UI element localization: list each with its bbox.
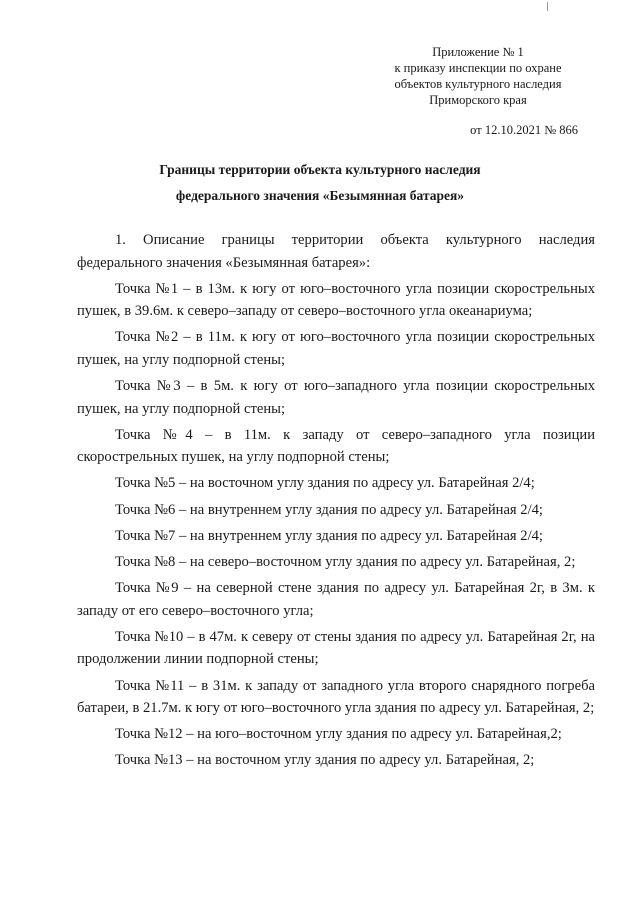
appendix-header [378, 44, 578, 108]
boundary-point-10: Точка №10 – в 47м. к северу от стены здания по адресу ул. Батарейная 2г, на продолжении линии подпорной стены; [77, 628, 595, 668]
boundary-point-11: Точка №11 – в 31м. к западу от западного угла второго снарядного погреба батареи, в 21.7м. к югу от юго–восточного угла здания по адресу ул. Батарейная, 2; [77, 677, 595, 717]
scan-mark [547, 2, 548, 11]
boundary-point-1: Точка №1 – в 13м. к югу от юго–восточного угла позиции скорострельных пушек, в 39.6м. к северо–западу от северо–восточного угла океанариума; [77, 280, 595, 320]
boundary-point-3: Точка №3 – в 5м. к югу от юго–западного угла позиции скорострельных пушек, на углу подпорной стены; [77, 378, 595, 417]
order-date: от 12.10.2021 № 866 [470, 123, 578, 137]
section-intro-paragraph: 1. Описание границы территории объекта культурного наследия федерального значения «Безымянная батарея»: [77, 232, 595, 271]
boundary-point-4: Точка №4 – в 11м. к западу от северо–западного угла позиции скорострельных пушек, на углу подпорной стены; [77, 426, 595, 466]
boundary-point-8: Точка №8 – на северо–восточном углу здания по адресу ул. Батарейная, 2; [115, 554, 576, 570]
boundary-point-9: Точка №9 – на северной стене здания по адресу ул. Батарейная 2г, в 3м. к западу от его северо–восточного угла; [77, 580, 595, 619]
title-line-1: Границы территории объекта культурного наследия [159, 162, 481, 177]
document-title [60, 157, 580, 209]
boundary-point-5: Точка №5 – на восточном углу здания по адресу ул. Батарейная 2/4; [115, 475, 535, 492]
appendix-line: объектов культурного наследия [394, 77, 562, 91]
title-line-2: федерального значения «Безымянная батарея» [175, 188, 465, 203]
document-body [77, 229, 595, 776]
appendix-line: к приказу инспекции по охране [394, 61, 562, 75]
boundary-point-6: Точка №6 – на внутреннем углу здания по адресу ул. Батарейная 2/4; [115, 501, 543, 518]
boundary-point-7: Точка №7 – на внутреннем углу здания по адресу ул. Батарейная 2/4; [115, 527, 543, 544]
boundary-point-2: Точка №2 – в 11м. к югу от юго–восточного угла позиции скорострельных пушек, на углу подпорной стены; [77, 329, 595, 368]
appendix-line: Приложение № 1 [432, 45, 524, 59]
appendix-line: Приморского края [429, 93, 527, 107]
boundary-point-13: Точка №13 – на восточном углу здания по адресу ул. Батарейная, 2; [115, 752, 535, 769]
boundary-point-12: Точка №12 – на юго–восточном углу здания по адресу ул. Батарейная,2; [115, 726, 562, 743]
